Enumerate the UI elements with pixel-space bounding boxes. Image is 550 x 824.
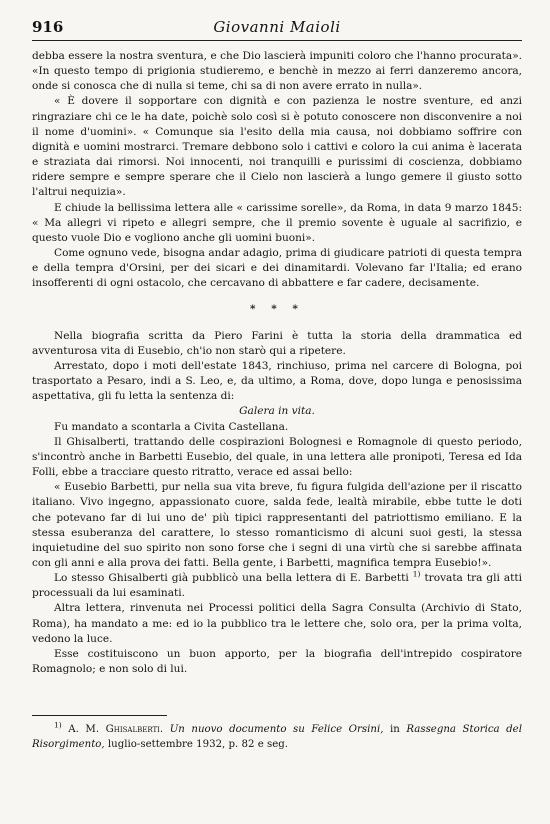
page-header [32, 14, 522, 41]
paragraph: Altra lettera, rinvenuta nei Processi politici della Sagra Consulta (Archivio di Stato, Roma), ha mandato a me: ed io la pubblico tra le lettere che, solo ora, per la prima volta, vedono la luce. [32, 602, 522, 645]
page-number: 916 [32, 18, 64, 36]
sentence-heading: Galera in vita. [239, 405, 315, 418]
paragraph: E chiude la bellissima lettera alle « carissime sorelle», da Roma, in data 9 marzo 1845: « Ma allegri vi ripeto e allegri sempre, che il premio sovente è uguale al sacrifizio, e questo vuole Dio e vogliono anche gli uomini buoni». [32, 201, 522, 244]
footnote-divider [32, 715, 167, 716]
quotation-paragraph: « Eusebio Barbetti, pur nella sua vita breve, fu figura fulgida dell'azione per il riscatto italiano. Vivo ingegno, appassionato cuore, salda fede, lealtà mirabile, ebbe tutte le doti che potevano far di lui uno de' più tipici rappresentanti del patriottismo emiliano. E la stessa esuberanza del carattere, lo stesso romanticismo di alcuni suoi gesti, la stessa inquietudine del suo spirito non sono forse che i segni di una virtù che si sarebbe affinata con gli anni e alla prova dei fatti. Bella gente, i Barbetti, magnifica tempra Eusebio!». [32, 481, 522, 569]
paragraph: debba essere la nostra sventura, e che Dio lascierà impuniti coloro che l'hanno procurata». «In questo tempo di prigionia studieremo, e benchè in mezzo ai ferri danzeremo ancora, onde si conosca che di nulla si teme, chi sa di non avere errato in nulla». [32, 50, 522, 93]
paragraph: Esse costituiscono un buon apporto, per la biografia dell'intrepido cospiratore Romagnolo; e non solo di lui. [32, 647, 522, 676]
paragraph: Fu mandato a scontarla a Civita Castellana. [54, 420, 289, 433]
paragraph: Nella biografia scritta da Piero Farini è tutta la storia della drammatica ed avventurosa vita di Eusebio, ch'io non starò qui a ripetere. [32, 329, 522, 357]
footnote-reference: 1) [412, 569, 421, 579]
book-page [32, 14, 522, 762]
paragraph: Come ognuno vede, bisogna andar adagio, prima di giudicare patrioti di questa tempra e della tempra d'Orsini, per dei sicari e dei dinamitardi. Volevano far l'Italia; ed erano insofferenti di ogni ostacolo, che cercavano di abbattere e far cadere, decisamente. [32, 247, 522, 290]
section-break: * * * [250, 302, 304, 315]
paragraph: Arrestato, dopo i moti dell'estate 1843, rinchiuso, prima nel carcere di Bologna, poi trasportato a Pesaro, indi a S. Leo, e, da ultimo, a Roma, dove, dopo lunga e penosissima aspettativa, gli fu letta la sentenza di: [32, 359, 522, 403]
running-head: Giovanni Maioli [213, 18, 341, 36]
footnote-details: luglio-settembre 1932, p. 82 e seg. [107, 739, 289, 751]
footnote [32, 722, 522, 752]
paragraph-text: trovata tra gli atti processuali da lui esaminati. [32, 572, 523, 600]
footnote-in: in [389, 724, 400, 736]
footnote-title: Un nuovo documento su Felice Orsini, [169, 724, 384, 736]
page-body [32, 49, 522, 677]
paragraph: Il Ghisalberti, trattando delle cospirazioni Bolognesi e Romagnole di questo periodo, s'incontrò anche in Barbetti Eusebio, del quale, in una lettera alle pronipoti, Teresa ed Ida Folli, ebbe a tracciare questo ritratto, verace ed assai bello: [32, 435, 522, 479]
footnote-author: A. M. Ghisalberti. [68, 724, 164, 736]
paragraph: « È dovere il sopportare con dignità e con pazienza le nostre sventure, ed anzi ringraziare chi ce le ha date, poichè solo così si è potuto conoscere non disconvenire a noi il nome d'uomini». « Comunque sia l'esito della mia causa, noi dobbiamo soffrire con dignità e uomini mostrarci. Tremare debbono solo i cattivi e coloro la cui anima è lacerata e straziata dai rimorsi. Noi innocenti, noi tranquilli e purissimi di coscienza, dobbiamo ridere sempre e sempre sperare che il Cielo non lascierà a lungo gemere il giusto sotto l'altrui nequizia». [32, 95, 522, 199]
footnote-journal: Rassegna Storica del Risorgimento, [32, 724, 522, 751]
footnote-marker: 1) [54, 720, 62, 730]
paragraph-text: Lo stesso Ghisalberti già pubblicò una bella lettera di E. Barbetti [54, 572, 409, 585]
paragraph [32, 571, 522, 601]
